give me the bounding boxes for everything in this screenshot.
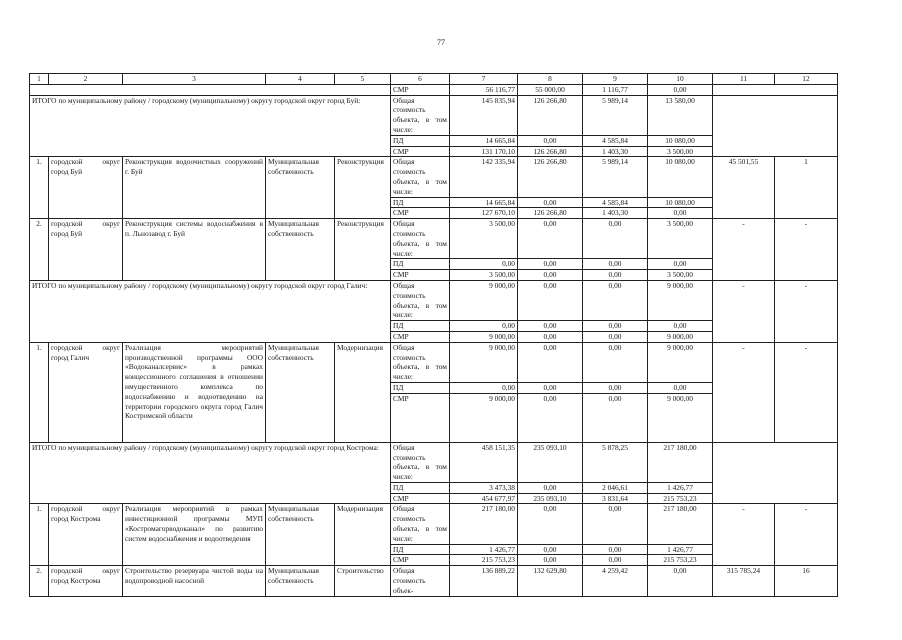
cell-value: 45 501,55 (713, 157, 775, 219)
cell-value: 1 426,77 (450, 544, 518, 555)
cell-value: 1 403,30 (583, 208, 648, 219)
cell-value: 0,00 (583, 270, 648, 281)
col-header: 10 (648, 74, 713, 85)
cell-value: - (713, 280, 775, 342)
blank-cell (30, 84, 391, 95)
cell-value: 3 473,38 (450, 482, 518, 493)
cell-value: 132 629,80 (518, 566, 583, 596)
cell-value: - (713, 219, 775, 281)
smr-label: СМР (391, 270, 450, 281)
cell-value: - (775, 219, 838, 281)
table-row (30, 84, 838, 95)
cell-value: 142 335,94 (450, 157, 518, 197)
item-row (30, 157, 838, 197)
cell-value: 0,00 (583, 544, 648, 555)
cell-value: 3 500,00 (648, 219, 713, 259)
cell-value: 5 989,14 (583, 157, 648, 197)
col-header: 11 (713, 74, 775, 85)
item-ownership: Муниципальная собственность (266, 566, 335, 596)
cell-value: 0,00 (583, 219, 648, 259)
total-label: Общая стоимость объекта, в том числе: (391, 157, 450, 197)
cell-value: 0,00 (648, 382, 713, 393)
cell-value: 56 116,77 (450, 84, 518, 95)
cell-value: 0,00 (518, 197, 583, 208)
item-name: Реконструкция водоочистных сооружений г. Буй (123, 157, 266, 219)
cell-value: 0,00 (583, 280, 648, 320)
total-label: Общая стоимость объекта, в том числе: (391, 280, 450, 320)
item-row (30, 566, 838, 596)
cell-value: 16 (775, 566, 838, 596)
item-number: 2. (30, 566, 49, 596)
col-header: 1 (30, 74, 49, 85)
cell-value: 1 426,77 (648, 544, 713, 555)
item-type: Строительство (335, 566, 391, 596)
smr-label: СМР (391, 208, 450, 219)
item-number: 1. (30, 157, 49, 219)
cell-value: 9 000,00 (450, 393, 518, 442)
cell-value: - (775, 504, 838, 566)
smr-label: СМР (391, 331, 450, 342)
cell-value: 0,00 (518, 393, 583, 442)
cell-value: 5 878,25 (583, 442, 648, 482)
header-row (30, 74, 838, 85)
cell-value: - (713, 504, 775, 566)
pd-label: ПД (391, 482, 450, 493)
smr-label: СМР (391, 393, 450, 442)
cell-value: 3 500,00 (648, 270, 713, 281)
cell-value: 145 835,94 (450, 95, 518, 135)
total-label: Общая стоимость объекта, в том числе: (391, 95, 450, 135)
col-header: 6 (391, 74, 450, 85)
item-ownership: Муниципальная собственность (266, 219, 335, 281)
cell-value: 0,00 (583, 342, 648, 382)
cell-value: 217 180,00 (450, 504, 518, 544)
cell-value: 1 116,77 (583, 84, 648, 95)
cell-value: 13 580,00 (648, 95, 713, 135)
item-row (30, 342, 838, 382)
cell-value: 0,00 (450, 321, 518, 332)
item-type: Реконструкция (335, 219, 391, 281)
item-name: Реализация мероприятий в рамках инвестиционной программы МУП «Костромагорводоканал» по развитию систем водоснабжения и водоотведения (123, 504, 266, 566)
cell-value: 9 000,00 (450, 280, 518, 320)
pd-label: ПД (391, 321, 450, 332)
cell-value: 1 (775, 157, 838, 219)
item-name: Реконструкция системы водоснабжения в п. Льнозавод г. Буй (123, 219, 266, 281)
cell-value: 0,00 (518, 280, 583, 320)
cell-value: 315 785,24 (713, 566, 775, 596)
col-header: 7 (450, 74, 518, 85)
cell-value: 14 665,84 (450, 197, 518, 208)
total-label: Общая стоимость объекта, в том числе: (391, 504, 450, 544)
cell-value: 0,00 (583, 259, 648, 270)
item-area: городской округ город Буй (49, 157, 123, 219)
col-header: 5 (335, 74, 391, 85)
cell-value: - (775, 280, 838, 342)
cell-value: 0,00 (518, 342, 583, 382)
cell-value: 454 677,97 (450, 493, 518, 504)
cell-value: 0,00 (583, 331, 648, 342)
cell-value: 215 753,23 (648, 555, 713, 566)
cell-value: 9 000,00 (648, 393, 713, 442)
cell-value: 0,00 (648, 259, 713, 270)
item-ownership: Муниципальная собственность (266, 157, 335, 219)
col-header: 12 (775, 74, 838, 85)
cell-value: 2 046,61 (583, 482, 648, 493)
cell-value: 0,00 (583, 382, 648, 393)
cell-value: 9 000,00 (450, 342, 518, 382)
total-label: Общая стоимость объек- (391, 566, 450, 596)
item-row (30, 219, 838, 259)
item-ownership: Муниципальная собственность (266, 504, 335, 566)
cell-value: 136 889,22 (450, 566, 518, 596)
cell-value: 458 151,35 (450, 442, 518, 482)
col-header: 4 (266, 74, 335, 85)
cell-value: 126 266,80 (518, 157, 583, 197)
item-number: 1. (30, 342, 49, 442)
cell-value: 0,00 (518, 321, 583, 332)
cell-value: 0,00 (648, 84, 713, 95)
cell-value: 126 266,80 (518, 208, 583, 219)
item-number: 1. (30, 504, 49, 566)
cell-value: 235 093,10 (518, 442, 583, 482)
cell-value: 3 500,00 (648, 146, 713, 157)
cell-value: 126 266,80 (518, 95, 583, 135)
cell-value: 215 753,23 (450, 555, 518, 566)
group-title: ИТОГО по муниципальному району / городскому (муниципальному) округу городской округ город Буй: (30, 95, 391, 157)
item-name: Строительство резервуара чистой воды на водопроводной насосной (123, 566, 266, 596)
total-label: Общая стоимость объекта, в том числе: (391, 219, 450, 259)
cell-value: 0,00 (648, 321, 713, 332)
cell-value: 55 000,00 (518, 84, 583, 95)
cell-value: 0,00 (518, 504, 583, 544)
item-type: Модернизация (335, 504, 391, 566)
cell-value: 0,00 (518, 482, 583, 493)
item-type: Модернизация (335, 342, 391, 442)
cell-value: 3 500,00 (450, 270, 518, 281)
smr-label: СМР (391, 146, 450, 157)
cell-value: 0,00 (648, 208, 713, 219)
cell-value: - (775, 342, 838, 442)
cell-value: 9 000,00 (450, 331, 518, 342)
blank-cell (713, 84, 838, 95)
pd-label: ПД (391, 259, 450, 270)
cell-value: 217 180,00 (648, 442, 713, 482)
pd-label: ПД (391, 135, 450, 146)
cell-value: 0,00 (648, 566, 713, 596)
blank-cell (713, 442, 838, 504)
cell-value: 0,00 (583, 321, 648, 332)
cell-value: 10 080,00 (648, 197, 713, 208)
cell-value: 215 753,23 (648, 493, 713, 504)
cell-value: 1 403,30 (583, 146, 648, 157)
item-area: городской округ город Буй (49, 219, 123, 281)
total-label: Общая стоимость объекта, в том числе: (391, 442, 450, 482)
cell-value: 0,00 (518, 219, 583, 259)
cell-value: 3 831,64 (583, 493, 648, 504)
col-header: 2 (49, 74, 123, 85)
cell-value: 0,00 (518, 270, 583, 281)
group-title: ИТОГО по муниципальному району / городскому (муниципальному) округу городской округ город Кострома: (30, 442, 391, 504)
cell-value: 9 000,00 (648, 342, 713, 382)
cell-value: 0,00 (583, 504, 648, 544)
cell-value: 4 585,84 (583, 135, 648, 146)
cell-value: 9 000,00 (648, 331, 713, 342)
smr-label: СМР (391, 555, 450, 566)
cell-value: 0,00 (518, 135, 583, 146)
cell-value: 0,00 (583, 555, 648, 566)
smr-label: СМР (391, 84, 450, 95)
cell-value: 0,00 (450, 382, 518, 393)
cell-value: 0,00 (518, 544, 583, 555)
cell-value: 3 500,00 (450, 219, 518, 259)
cell-value: 0,00 (518, 555, 583, 566)
group-total-row (30, 280, 838, 320)
cell-value: 1 426,77 (648, 482, 713, 493)
cell-value: 14 665,84 (450, 135, 518, 146)
cell-value: 10 080,00 (648, 135, 713, 146)
cell-value: - (713, 342, 775, 442)
cell-value: 0,00 (583, 393, 648, 442)
item-name: Реализация мероприятий производственной программы ООО «Водоканалсервис» в рамках концессионного соглашения в отношении имущественного комплекса по водоснабжению и водоотведению на территории городского округа город Галич Костромской области (123, 342, 266, 442)
item-ownership: Муниципальная собственность (266, 342, 335, 442)
cell-value: 4 585,84 (583, 197, 648, 208)
pd-label: ПД (391, 382, 450, 393)
cell-value: 0,00 (518, 382, 583, 393)
col-header: 3 (123, 74, 266, 85)
page-number: 77 (437, 38, 445, 47)
item-area: городской округ город Галич (49, 342, 123, 442)
cell-value: 9 000,00 (648, 280, 713, 320)
budget-table (29, 73, 838, 597)
item-area: городской округ город Кострома (49, 566, 123, 596)
item-area: городской округ город Кострома (49, 504, 123, 566)
cell-value: 217 180,00 (648, 504, 713, 544)
item-type: Реконструкция (335, 157, 391, 219)
blank-cell (713, 95, 838, 157)
item-row (30, 504, 838, 544)
cell-value: 126 266,80 (518, 146, 583, 157)
cell-value: 4 259,42 (583, 566, 648, 596)
group-total-row (30, 95, 838, 135)
cell-value: 10 080,00 (648, 157, 713, 197)
cell-value: 0,00 (518, 259, 583, 270)
cell-value: 5 989,14 (583, 95, 648, 135)
item-number: 2. (30, 219, 49, 281)
group-title: ИТОГО по муниципальному району / городскому (муниципальному) округу городской округ город Галич: (30, 280, 391, 342)
cell-value: 127 670,10 (450, 208, 518, 219)
pd-label: ПД (391, 197, 450, 208)
col-header: 8 (518, 74, 583, 85)
total-label: Общая стоимость объекта, в том числе: (391, 342, 450, 382)
pd-label: ПД (391, 544, 450, 555)
smr-label: СМР (391, 493, 450, 504)
group-total-row (30, 442, 838, 482)
cell-value: 235 093,10 (518, 493, 583, 504)
cell-value: 0,00 (450, 259, 518, 270)
col-header: 9 (583, 74, 648, 85)
cell-value: 0,00 (518, 331, 583, 342)
cell-value: 131 170,10 (450, 146, 518, 157)
